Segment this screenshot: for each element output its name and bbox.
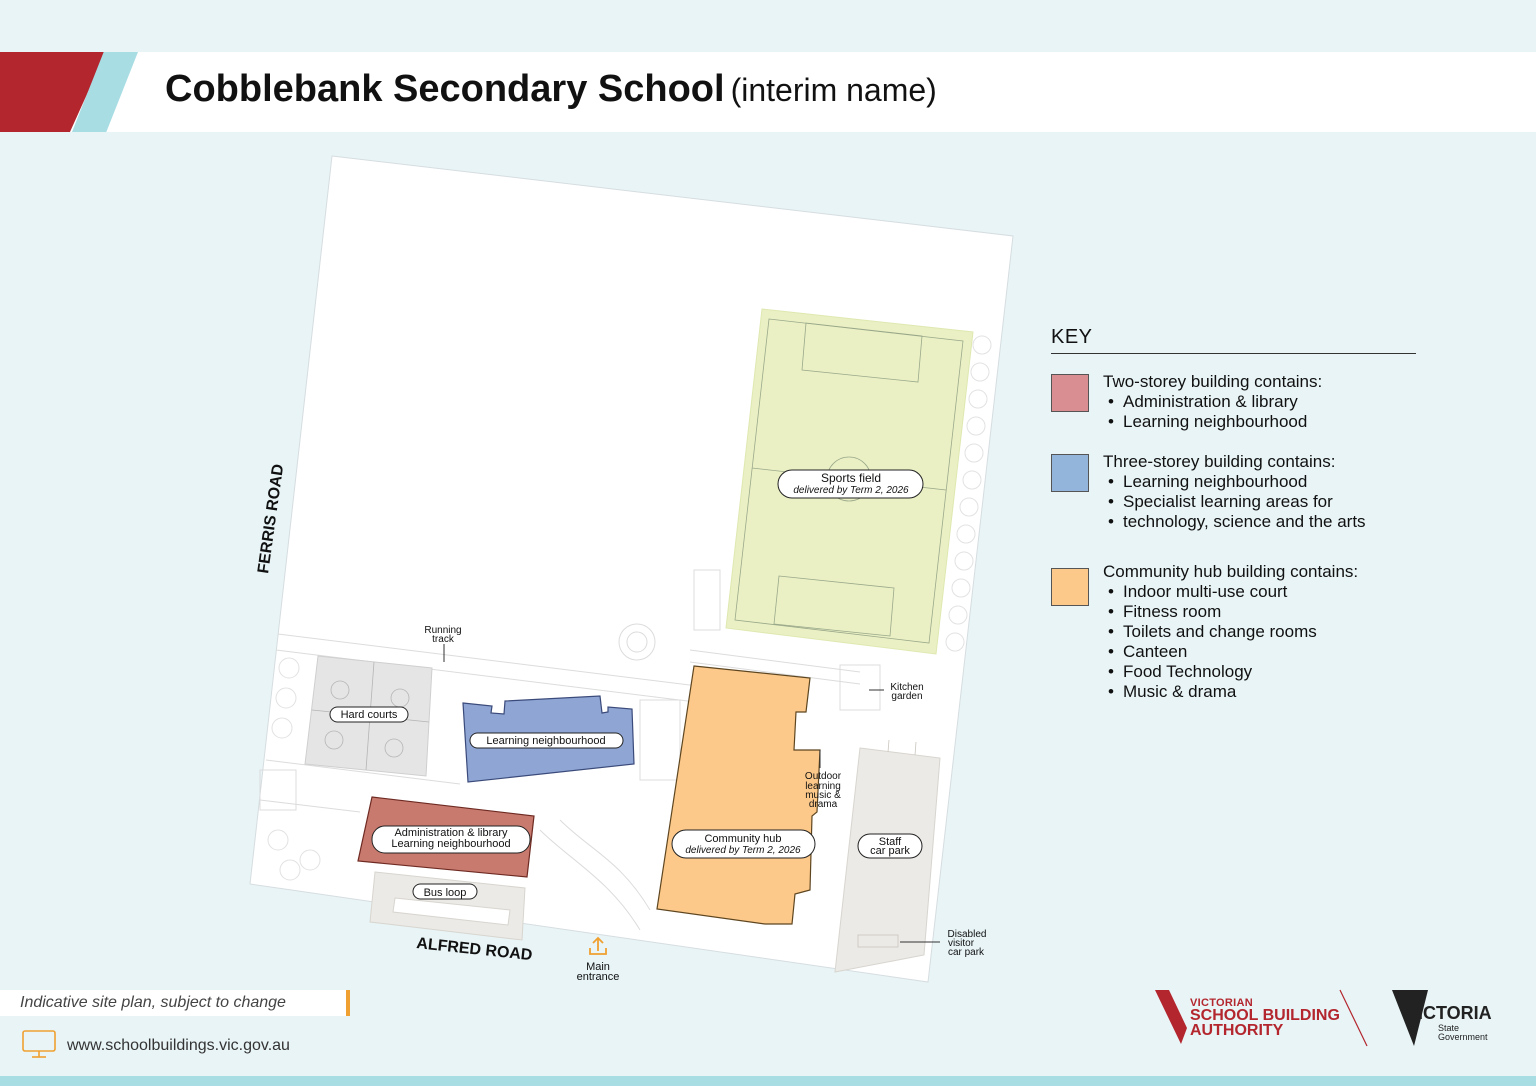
page-title: [165, 68, 937, 111]
outdoor-label-2: learning: [805, 781, 841, 792]
victoria-logo: [1392, 988, 1502, 1048]
key-point: • Fitness room: [1103, 602, 1358, 622]
main-entrance-label-1: Main: [586, 961, 610, 973]
key-text-community-hub: [1103, 562, 1358, 702]
disabled-parking-label-2: visitor: [947, 938, 975, 949]
sports-field-label: Sports field: [820, 471, 882, 485]
three-storey-swatch: [1051, 454, 1089, 492]
running-track-label-1: Running: [424, 625, 462, 636]
key-point: • Administration & library: [1103, 392, 1322, 412]
disclaimer-note: [0, 990, 350, 1016]
key-point: • Canteen: [1103, 642, 1358, 662]
kitchen-garden-label-2: garden: [891, 691, 923, 702]
outdoor-label-4: drama: [808, 799, 838, 810]
two-storey-swatch: [1051, 374, 1089, 412]
key-point: • Food Technology: [1103, 662, 1358, 682]
victoria-government: Government: [1438, 1032, 1488, 1042]
hard-courts-label: Hard courts: [340, 709, 398, 721]
community-hub-label: Community hub: [704, 833, 782, 845]
alfred-road-label: ALFRED ROAD: [415, 935, 534, 965]
school-name-qualifier: (interim name): [730, 72, 937, 108]
key-point: • Learning neighbourhood: [1103, 472, 1366, 492]
learning-neighbourhood-label: Learning neighbourhood: [486, 735, 606, 747]
disclaimer-text: Indicative site plan, subject to change: [20, 994, 286, 1011]
vsba-logo: [1155, 988, 1370, 1048]
key-heading: Community hub building contains:: [1103, 562, 1359, 581]
vsba-line-2: AUTHORITY: [1190, 1022, 1284, 1039]
website-url[interactable]: www.schoolbuildings.vic.gov.au: [67, 1037, 290, 1054]
key-text-two-storey: [1103, 372, 1322, 432]
community-hub-swatch: [1051, 568, 1089, 606]
key-heading: Two-storey building contains:: [1103, 372, 1323, 391]
site-map: [240, 150, 1030, 990]
key-point-continuation: technology, science and the arts: [1123, 512, 1366, 531]
kitchen-garden-label-1: Kitchen: [890, 682, 924, 693]
school-name: Cobblebank Secondary School: [165, 68, 725, 110]
vsba-line-1: SCHOOL BUILDING: [1190, 1007, 1340, 1024]
staff-car-park-label-2: car park: [870, 845, 910, 857]
vsba-small-text: VICTORIAN: [1190, 997, 1254, 1009]
community-hub-note: delivered by Term 2, 2026: [685, 845, 801, 856]
staff-car-park-label-1: Staff: [878, 836, 902, 848]
outdoor-label-1: Outdoor: [804, 771, 842, 782]
monitor-icon: [22, 1030, 56, 1060]
victoria-state: State: [1438, 1023, 1460, 1033]
key-point: • Learning neighbourhood: [1103, 412, 1322, 432]
disabled-parking-label-1: Disabled: [947, 929, 987, 940]
main-entrance-icon: [590, 938, 606, 954]
bus-loop-label: Bus loop: [423, 887, 467, 899]
outdoor-label-3: music &: [805, 790, 841, 801]
running-track-label-2: track: [432, 634, 454, 645]
victoria-wordmark: VICTORIA: [1406, 1003, 1492, 1023]
key-point: • Indoor multi-use court: [1103, 582, 1358, 602]
key-point-continued: [1103, 512, 1366, 532]
bottom-accent-band: [0, 1076, 1536, 1086]
key-title: KEY: [1051, 326, 1416, 354]
admin-learning-label: Learning neighbourhood: [391, 838, 511, 850]
key-point: • Music & drama: [1103, 682, 1358, 702]
ferris-road-label: FERRIS ROAD: [255, 463, 288, 575]
map-key: [1051, 326, 1416, 701]
key-text-three-storey: [1103, 452, 1366, 532]
sports-field-note: delivered by Term 2, 2026: [793, 485, 909, 496]
disabled-parking-label-3: car park: [947, 947, 985, 958]
key-point: • Specialist learning areas for: [1103, 492, 1366, 512]
key-heading: Three-storey building contains:: [1103, 452, 1336, 471]
key-point: • Toilets and change rooms: [1103, 622, 1358, 642]
main-entrance-label-2: entrance: [576, 971, 620, 983]
victoria-state-text: [1438, 1024, 1488, 1042]
admin-library-label: Administration & library: [394, 827, 508, 839]
